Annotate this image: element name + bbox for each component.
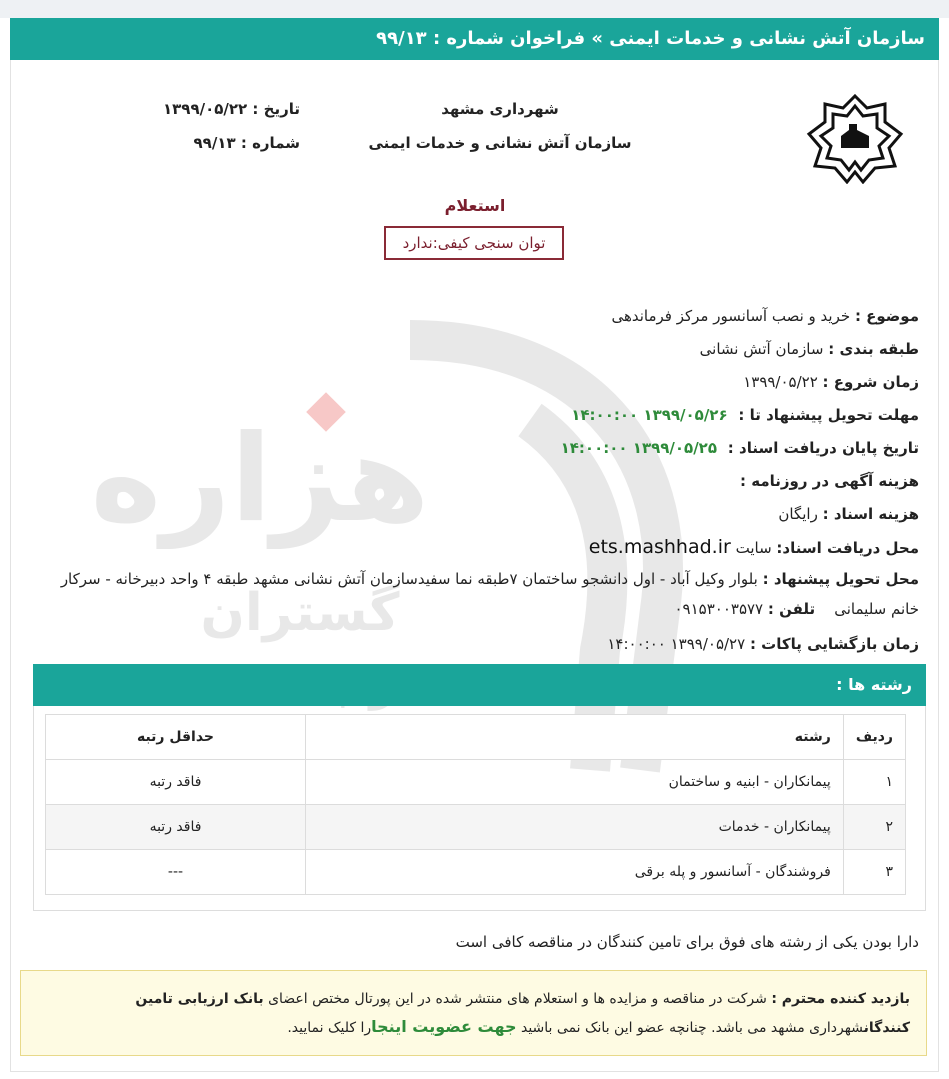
receive-site: ets.mashhad.ir	[588, 536, 731, 558]
doc-date: تاریخ : ۱۳۹۹/۰۵/۲۲	[163, 100, 300, 118]
category-value: سازمان آتش نشانی	[699, 340, 824, 358]
receive-value: سایت	[735, 539, 772, 557]
header-title: سازمان آتش نشانی و خدمات ایمنی » فراخوان شماره : ۹۹/۱۳	[376, 28, 925, 49]
doc-type-title: استعلام	[444, 196, 506, 215]
start-value: ۱۳۹۹/۰۵/۲۲	[743, 373, 818, 391]
watermark-main-text: هزاره	[90, 410, 430, 549]
phone-value: ۰۹۱۵۳۰۰۳۵۷۷	[674, 600, 764, 618]
cell-idx: ۳	[843, 850, 905, 895]
detail-doc-cost	[29, 498, 919, 531]
watermark-sub1-text: گستران	[200, 583, 400, 643]
start-label: زمان شروع :	[822, 373, 919, 391]
cell-field: فروشندگان - آسانسور و پله برقی	[306, 850, 844, 895]
detail-start	[29, 366, 919, 399]
deadline-value: ۱۳۹۹/۰۵/۲۶ ۱۴:۰۰:۰۰	[571, 406, 728, 424]
deliver-label: محل تحویل پیشنهاد :	[762, 570, 919, 588]
opening-label: زمان بازگشایی پاکات :	[749, 635, 919, 653]
notice-text-2: شهرداری مشهد می باشد. چنانچه عضو این بانک نمی باشید	[520, 1020, 864, 1036]
cell-idx: ۲	[843, 805, 905, 850]
notice-bold-start: بازدید کننده محترم :	[771, 991, 910, 1007]
fields-section-title: رشته ها :	[836, 675, 912, 694]
table-row	[46, 805, 906, 850]
detail-docs-end	[29, 432, 919, 465]
cell-field: پیمانکاران - ابنیه و ساختمان	[306, 760, 844, 805]
opening-value: ۱۳۹۹/۰۵/۲۷ ۱۴:۰۰:۰۰	[607, 635, 746, 653]
receive-label: محل دریافت اسناد:	[776, 539, 919, 557]
header-idx: ردیف	[843, 715, 905, 760]
deadline-label: مهلت تحویل پیشنهاد تا :	[738, 406, 919, 424]
docs-end-value: ۱۳۹۹/۰۵/۲۵ ۱۴:۰۰:۰۰	[560, 439, 717, 457]
fields-table	[45, 714, 906, 895]
fields-table-container	[33, 706, 926, 911]
docs-end-label: تاریخ پایان دریافت اسناد :	[727, 439, 919, 457]
cell-rank: فاقد رتبه	[46, 805, 306, 850]
detail-deadline	[29, 399, 919, 432]
top-strip	[0, 0, 949, 18]
notice-text-3: را کلیک نمایید.	[287, 1020, 372, 1036]
doc-cost-value: رایگان	[778, 505, 818, 523]
category-label: طبقه بندی :	[828, 340, 919, 358]
notice-text-1: شرکت در مناقصه و مزایده ها و استعلام های منتشر شده در این پورتال مختص اعضای	[268, 991, 767, 1007]
detail-category	[29, 333, 919, 366]
detail-receive	[29, 531, 919, 564]
cell-rank: ---	[46, 850, 306, 895]
cell-idx: ۱	[843, 760, 905, 805]
eligibility-note: دارا بودن یکی از رشته های فوق برای تامین کنندگان در مناقصه کافی است	[455, 933, 919, 951]
table-header-row	[46, 715, 906, 760]
org-line-2: سازمان آتش نشانی و خدمات ایمنی	[368, 134, 632, 152]
detail-subject	[29, 300, 919, 333]
header-rank: حداقل رتبه	[46, 715, 306, 760]
table-row	[46, 760, 906, 805]
detail-deliver	[29, 564, 919, 624]
phone-label: تلفن :	[767, 600, 816, 618]
doc-cost-label: هزینه اسناد :	[822, 505, 919, 523]
tender-details	[29, 300, 919, 661]
join-link[interactable]: جهت عضویت اینجا	[371, 1017, 517, 1036]
quality-assessment-badge: توان سنجی کیفی:ندارد	[384, 226, 564, 260]
cell-field: پیمانکاران - خدمات	[306, 805, 844, 850]
notice-bank-name: بانک ارزیابی تامین کنندگان	[135, 991, 910, 1036]
municipality-logo-icon	[805, 92, 905, 184]
organization-heading	[300, 92, 700, 160]
table-row	[46, 850, 906, 895]
header-field: رشته	[306, 715, 844, 760]
org-line-1: شهرداری مشهد	[441, 100, 559, 118]
subject-label: موضوع :	[854, 307, 919, 325]
deliver-value: بلوار وکیل آباد - اول دانشجو ساختمان ۷طبقه نما سفیدسازمان آتش نشانی مشهد طبقه ۴ واحد دبیرخانه - سرکار خانم سلیمانی	[60, 570, 919, 618]
document-meta	[40, 92, 300, 160]
subject-value: خرید و نصب آسانسور مرکز فرماندهی	[611, 307, 851, 325]
doc-number: شماره : ۹۹/۱۳	[193, 134, 300, 152]
page-header	[10, 18, 939, 60]
visitor-notice	[20, 970, 927, 1056]
detail-opening	[29, 628, 919, 661]
ad-cost-label: هزینه آگهی در روزنامه :	[740, 472, 919, 490]
detail-ad-cost	[29, 465, 919, 498]
cell-rank: فاقد رتبه	[46, 760, 306, 805]
fields-section-header	[33, 664, 926, 706]
